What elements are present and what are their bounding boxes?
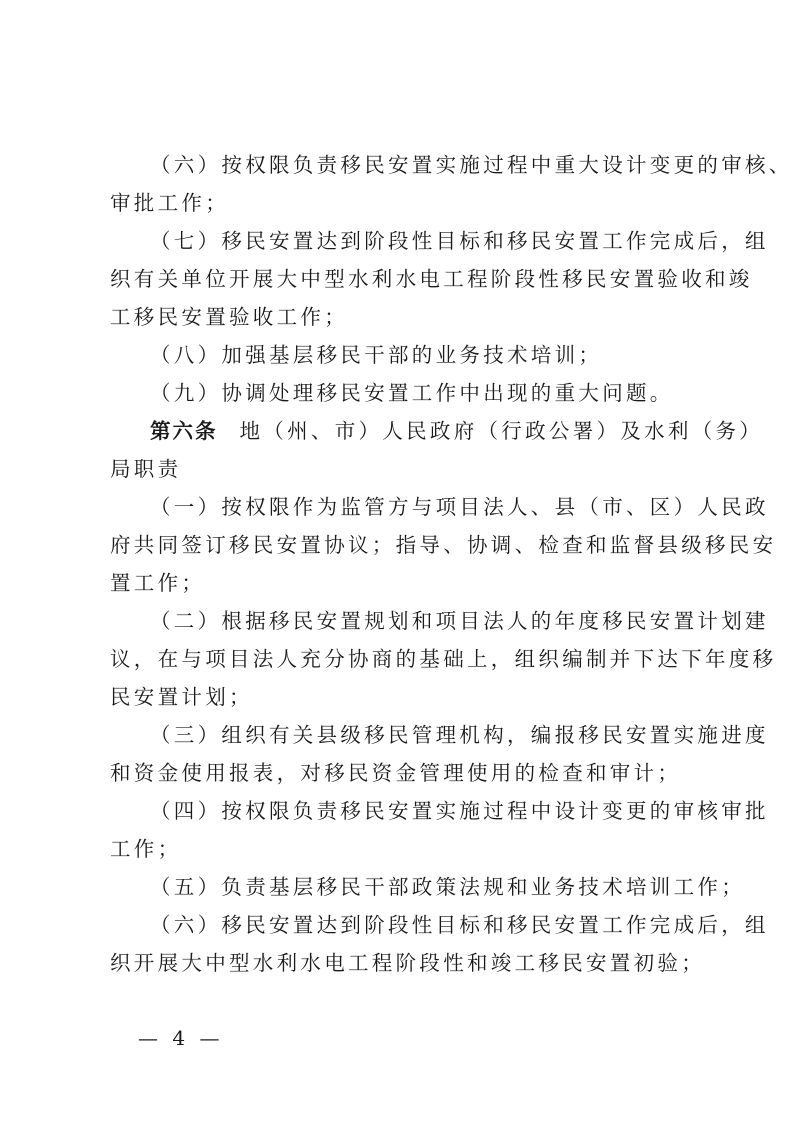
paragraph-line: 民安置计划； — [110, 685, 253, 709]
paragraph-line: 织有关单位开展大中型水利水电工程阶段性移民安置验收和竣 — [110, 267, 753, 291]
paragraph-line: 局职责 — [110, 457, 182, 481]
paragraph-line: （四）按权限负责移民安置实施过程中设计变更的审核审批 — [150, 799, 769, 823]
paragraph-line: （七）移民安置达到阶段性目标和移民安置工作完成后，组 — [150, 229, 769, 253]
paragraph-line: 工作； — [110, 837, 182, 861]
paragraph-line: （五）负责基层移民干部政策法规和业务技术培训工作； — [150, 875, 745, 899]
paragraph-line: 府共同签订移民安置协议；指导、协调、检查和监督县级移民安 — [110, 533, 777, 557]
article-label: 第六条 — [150, 419, 218, 443]
paragraph-line: 工移民安置验收工作； — [110, 305, 348, 329]
paragraph-line: （八）加强基层移民干部的业务技术培训； — [150, 343, 603, 367]
paragraph-line: （一）按权限作为监管方与项目法人、县（市、区）人民政 — [150, 495, 769, 519]
paragraph-line: 议，在与项目法人充分协商的基础上，组织编制并下达下年度移 — [110, 647, 777, 671]
paragraph-line: （三）组织有关县级移民管理机构，编报移民安置实施进度 — [150, 723, 769, 747]
paragraph-line: （六）移民安置达到阶段性目标和移民安置工作完成后，组 — [150, 913, 769, 937]
paragraph-line: 置工作； — [110, 571, 206, 595]
paragraph-line: （六）按权限负责移民安置实施过程中重大设计变更的审核、 — [150, 153, 793, 177]
paragraph-line: 织开展大中型水利水电工程阶段性和竣工移民安置初验； — [110, 951, 705, 975]
page-number: — 4 — — [138, 1026, 224, 1050]
paragraph-line: 和资金使用报表，对移民资金管理使用的检查和审计； — [110, 761, 682, 785]
paragraph-line: （二）根据移民安置规划和项目法人的年度移民安置计划建 — [150, 609, 769, 633]
article-heading — [150, 417, 764, 445]
article-title: 地（州、市）人民政府（行政公署）及水利（务） — [239, 419, 764, 443]
paragraph-line: （九）协调处理移民安置工作中出现的重大问题。 — [150, 381, 674, 405]
paragraph-line: 审批工作； — [110, 191, 229, 215]
